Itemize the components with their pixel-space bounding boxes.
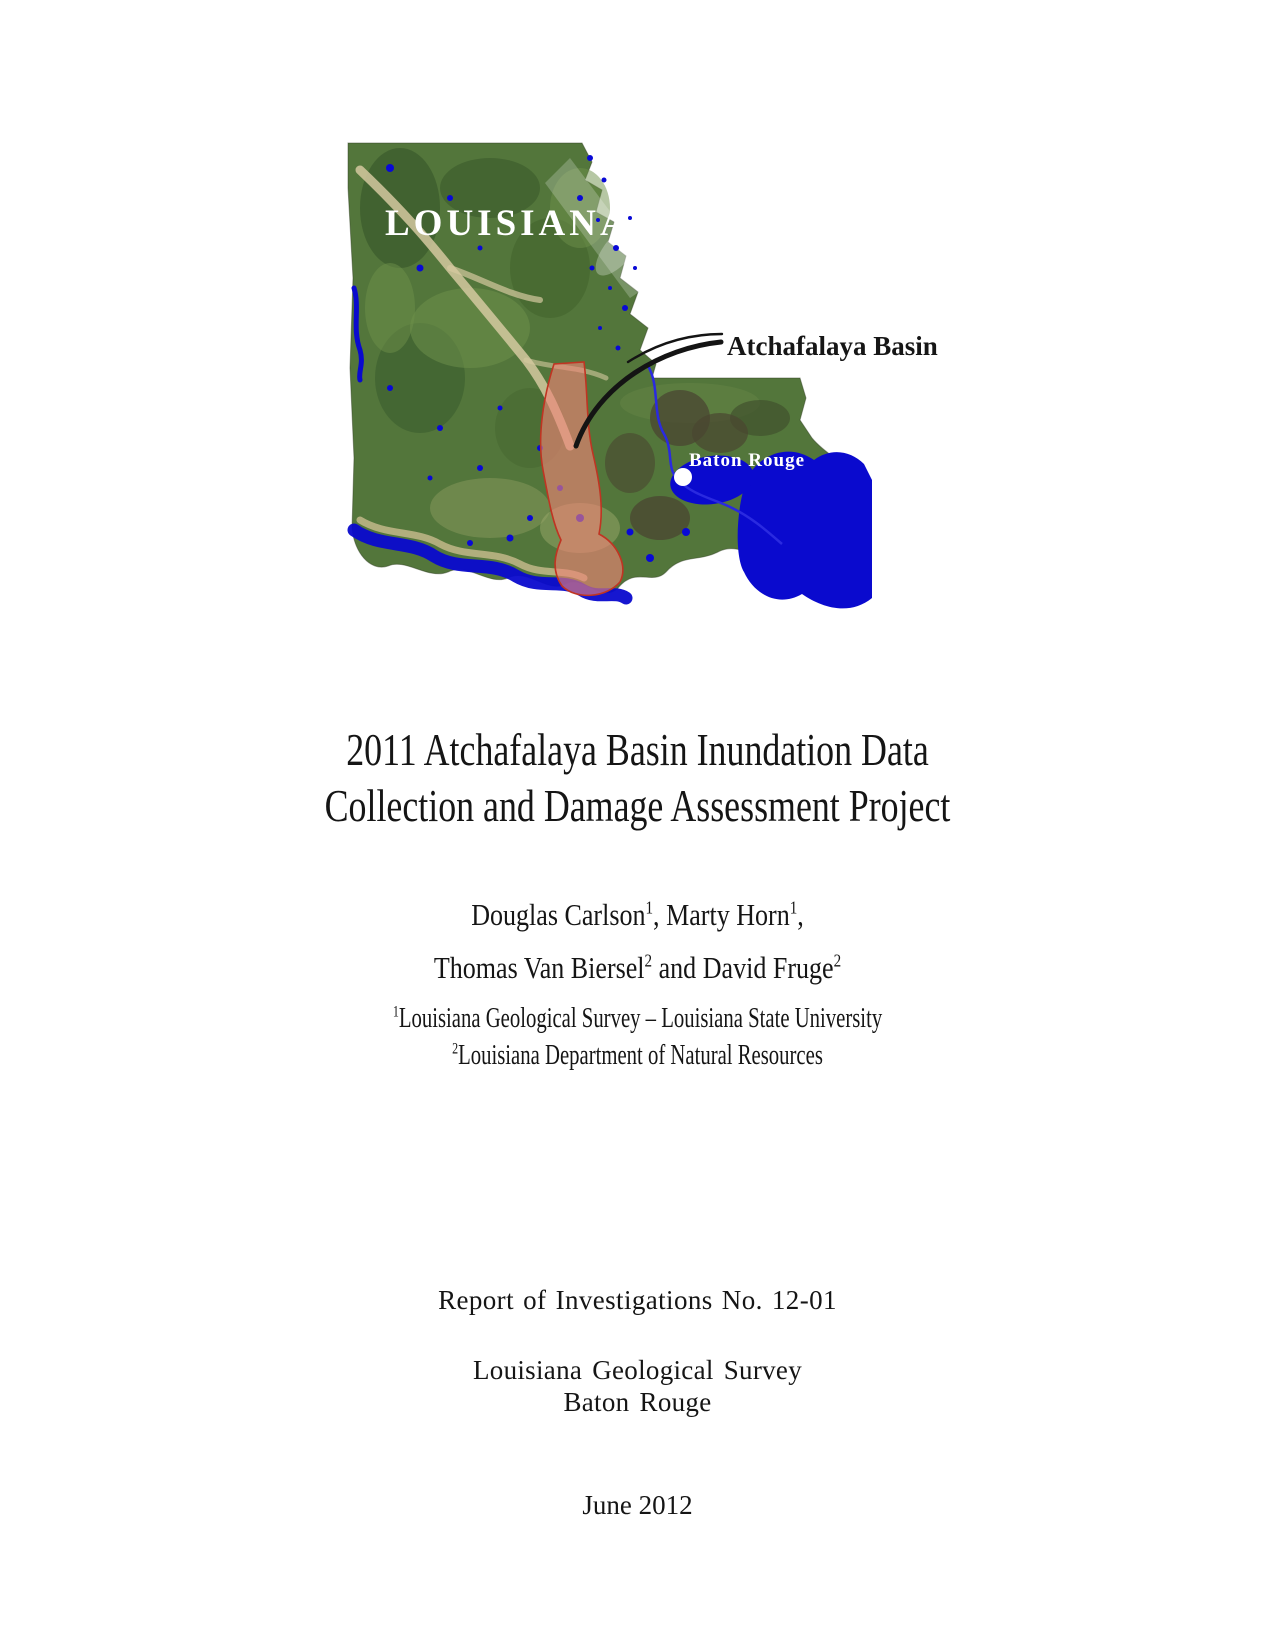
basin-label: Atchafalaya Basin [727,331,938,361]
gulf-water [738,452,872,609]
report-title-line1: 2011 Atchafalaya Basin Inundation Data [346,724,929,775]
report-title-line2: Collection and Damage Assessment Project [324,780,951,831]
affiliations [166,1000,1110,1074]
affiliation-1: $^1$Louisiana Geological Survey – Louisiana State University [392,1002,883,1034]
publisher-org: Louisiana Geological Survey [472,1355,803,1385]
authors-line1: Douglas Carlson$^1$, Marty Horn$^1$, [471,897,804,932]
baton-rouge-label: Baton Rouge [688,450,806,471]
louisiana-satellite-map [330,128,975,628]
publisher [0,1354,1275,1418]
publication-date: June 2012 [582,1490,693,1520]
report-number-line: Report of Investigations No. 12-01 [438,1285,837,1315]
publisher-city: Baton Rouge [563,1387,712,1417]
affiliation-2: $^2$Louisiana Department of Natural Resources [452,1039,823,1071]
authors [102,888,1173,994]
louisiana-label: LOUISIANA [385,203,631,244]
report-title [140,722,1135,834]
authors-line2: Thomas Van Biersel$^2$ and David Fruge$^2$ [433,950,842,985]
